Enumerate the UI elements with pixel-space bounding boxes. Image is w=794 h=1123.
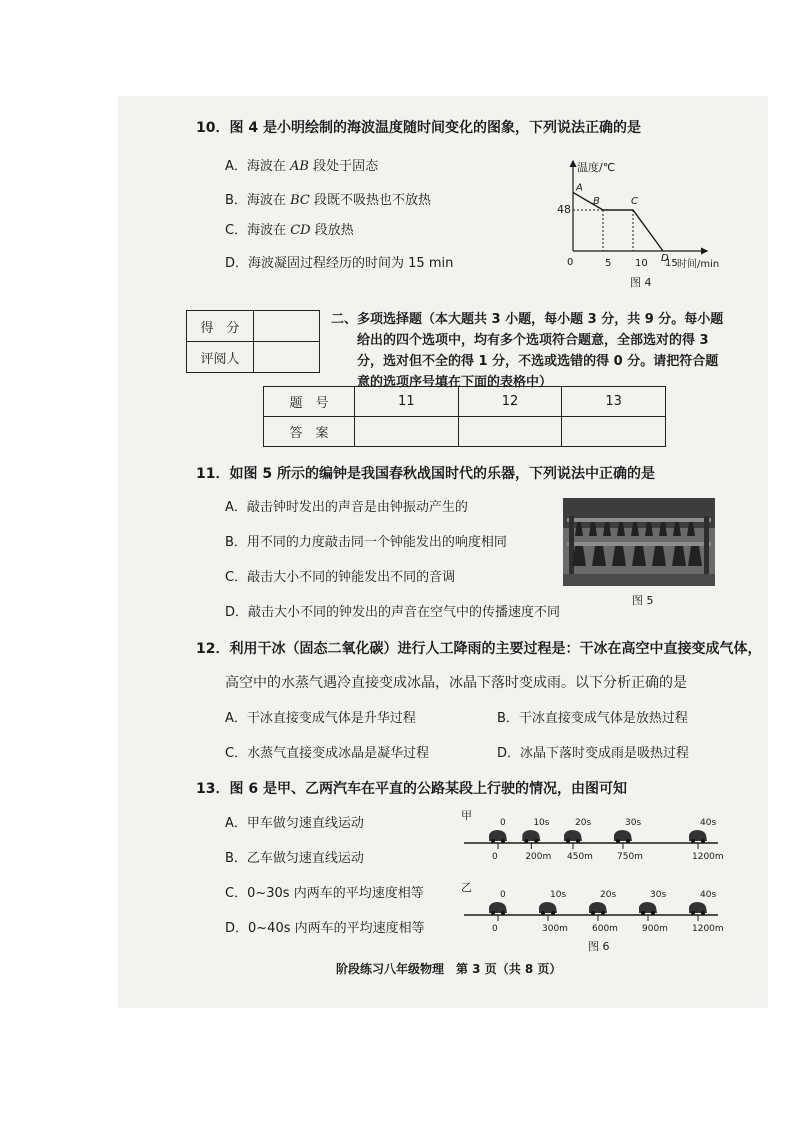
answer-table-col-11: 11 (355, 387, 459, 417)
yi-car-icon (689, 902, 707, 913)
jia-wheel-icon (524, 839, 528, 843)
answer-cell-11[interactable] (355, 417, 459, 447)
q11-option-a[interactable]: A．敲击钟时发出的声音是由钟振动产生的 (225, 500, 468, 515)
score-box (186, 310, 320, 373)
q12-stem-line1: 12．利用干冰（固态二氧化碳）进行人工降雨的主要过程是：干冰在高空中直接变成气体， (196, 641, 762, 657)
yi-wheel-icon (701, 911, 705, 915)
q11-option-d[interactable]: D．敲击大小不同的钟发出的声音在空气中的传播速度不同 (225, 605, 561, 620)
yi-time-label: 30s (650, 890, 667, 900)
yi-time-label: 10s (550, 890, 567, 900)
yi-distance-label: 1200m (692, 924, 724, 934)
temperature-curve (573, 192, 663, 251)
yi-distance-label: 300m (542, 924, 568, 934)
page-footer: 阶段练习八年级物理 第 3 页（共 8 页） (336, 962, 562, 976)
car-jia-label: 甲 (461, 809, 472, 822)
y-tick-48: 48 (557, 203, 571, 216)
figure-5-bianzhong-photo (563, 498, 715, 586)
jia-wheel-icon (691, 839, 695, 843)
figure-4-chart (555, 155, 745, 290)
point-B: B (593, 196, 600, 207)
answer-cell-13[interactable] (562, 417, 666, 447)
jia-wheel-icon (566, 839, 570, 843)
yi-wheel-icon (691, 911, 695, 915)
jia-wheel-icon (576, 839, 580, 843)
answer-table-col-12: 12 (458, 387, 562, 417)
yi-car-icon (639, 902, 657, 913)
q12-option-b[interactable]: B．干冰直接变成气体是放热过程 (497, 711, 688, 726)
jia-time-label: 30s (625, 818, 642, 828)
jia-time-label: 20s (575, 818, 592, 828)
answer-table-header-answer: 答 案 (264, 417, 355, 447)
score-label: 得 分 (187, 311, 254, 342)
yi-wheel-icon (541, 911, 545, 915)
reviewer-cell[interactable] (254, 342, 320, 373)
answer-table (263, 386, 666, 447)
q13-option-d[interactable]: D．0~40s 内两车的平均速度相等 (225, 921, 425, 936)
jia-car-icon (489, 830, 507, 841)
q10-option-c[interactable]: C．海波在 CD 段放热 (225, 223, 354, 238)
jia-time-label: 40s (700, 818, 717, 828)
x-tick-5: 5 (605, 258, 612, 269)
yi-wheel-icon (601, 911, 605, 915)
q11-option-c[interactable]: C．敲击大小不同的钟能发出不同的音调 (225, 570, 456, 585)
jia-distance-label: 200m (525, 852, 552, 862)
figure-5-caption: 图 5 (632, 594, 654, 607)
jia-wheel-icon (701, 839, 705, 843)
jia-distance-label: 1200m (692, 852, 724, 862)
yi-distance-label: 600m (592, 924, 618, 934)
jia-wheel-icon (534, 839, 538, 843)
yi-time-label: 40s (700, 890, 717, 900)
jia-distance-label: 750m (617, 852, 643, 862)
q10-option-d[interactable]: D．海波凝固过程经历的时间为 15 min (225, 256, 454, 271)
jia-distance-label: 0 (492, 852, 498, 862)
x-tick-10: 10 (635, 258, 648, 269)
jia-wheel-icon (501, 839, 505, 843)
yi-car-icon (539, 902, 557, 913)
answer-table-header-number: 题 号 (264, 387, 355, 417)
jia-car-icon (614, 830, 632, 841)
figure-6-caption: 图 6 (588, 940, 610, 953)
q12-stem-line2: 高空中的水蒸气遇冷直接变成冰晶，冰晶下落时变成雨。以下分析正确的是 (225, 675, 687, 691)
section2-line4: 意的选项序号填在下面的表格中） (357, 375, 553, 390)
figure-4-caption: 图 4 (630, 276, 652, 289)
point-D: D (661, 253, 669, 264)
jia-car-icon (564, 830, 582, 841)
jia-car-icon (522, 830, 540, 841)
q10-stem: 10．图 4 是小明绘制的海波温度随时间变化的图象，下列说法正确的是 (196, 120, 641, 136)
jia-wheel-icon (491, 839, 495, 843)
score-cell[interactable] (254, 311, 320, 342)
jia-time-label: 0 (500, 818, 506, 828)
q13-stem: 13．图 6 是甲、乙两汽车在平直的公路某段上行驶的情况，由图可知 (196, 781, 627, 797)
q11-option-b[interactable]: B．用不同的力度敲击同一个钟能发出的响度相同 (225, 535, 507, 550)
section2-line3: 分，选对但不全的得 1 分，不选或选错的得 0 分。请把符合题 (357, 354, 719, 369)
jia-wheel-icon (616, 839, 620, 843)
figure-6-car-motion (458, 805, 728, 955)
q13-option-a[interactable]: A．甲车做匀速直线运动 (225, 816, 364, 831)
q13-option-c[interactable]: C．0~30s 内两车的平均速度相等 (225, 886, 424, 901)
q12-option-a[interactable]: A．干冰直接变成气体是升华过程 (225, 711, 416, 726)
answer-cell-12[interactable] (458, 417, 562, 447)
point-A: A (576, 182, 583, 194)
yi-wheel-icon (591, 911, 595, 915)
yi-distance-label: 900m (642, 924, 668, 934)
yi-distance-label: 0 (492, 924, 498, 934)
x-tick-15: 15 (665, 258, 678, 269)
yi-wheel-icon (651, 911, 655, 915)
q12-option-c[interactable]: C．水蒸气直接变成冰晶是凝华过程 (225, 746, 430, 761)
car-yi-label: 乙 (461, 881, 472, 894)
section2-line2: 给出的四个选项中，均有多个选项符合题意，全部选对的得 3 (357, 333, 709, 348)
q10-option-b[interactable]: B．海波在 BC 段既不吸热也不放热 (225, 193, 431, 208)
q12-option-d[interactable]: D．冰晶下落时变成雨是吸热过程 (497, 746, 690, 761)
answer-table-col-13: 13 (562, 387, 666, 417)
reviewer-label: 评阅人 (187, 342, 254, 373)
jia-distance-label: 450m (567, 852, 593, 862)
origin-label: 0 (567, 257, 574, 268)
jia-car-icon (689, 830, 707, 841)
yi-wheel-icon (641, 911, 645, 915)
q13-option-b[interactable]: B．乙车做匀速直线运动 (225, 851, 364, 866)
jia-wheel-icon (626, 839, 630, 843)
yi-wheel-icon (501, 911, 505, 915)
q11-stem: 11．如图 5 所示的编钟是我国春秋战国时代的乐器，下列说法中正确的是 (196, 466, 655, 482)
point-C: C (631, 196, 638, 207)
jia-time-label: 10s (533, 818, 550, 828)
yi-car-icon (489, 902, 507, 913)
y-axis-label: 温度/℃ (577, 161, 616, 174)
yi-time-label: 0 (500, 890, 506, 900)
yi-wheel-icon (551, 911, 555, 915)
q10-option-a[interactable]: A．海波在 AB 段处于固态 (225, 159, 379, 174)
yi-time-label: 20s (600, 890, 617, 900)
yi-car-icon (589, 902, 607, 913)
section2-line1: 二、多项选择题（本大题共 3 小题，每小题 3 分，共 9 分。每小题 (331, 312, 724, 327)
x-axis-label: 时间/min (677, 259, 720, 270)
yi-wheel-icon (491, 911, 495, 915)
